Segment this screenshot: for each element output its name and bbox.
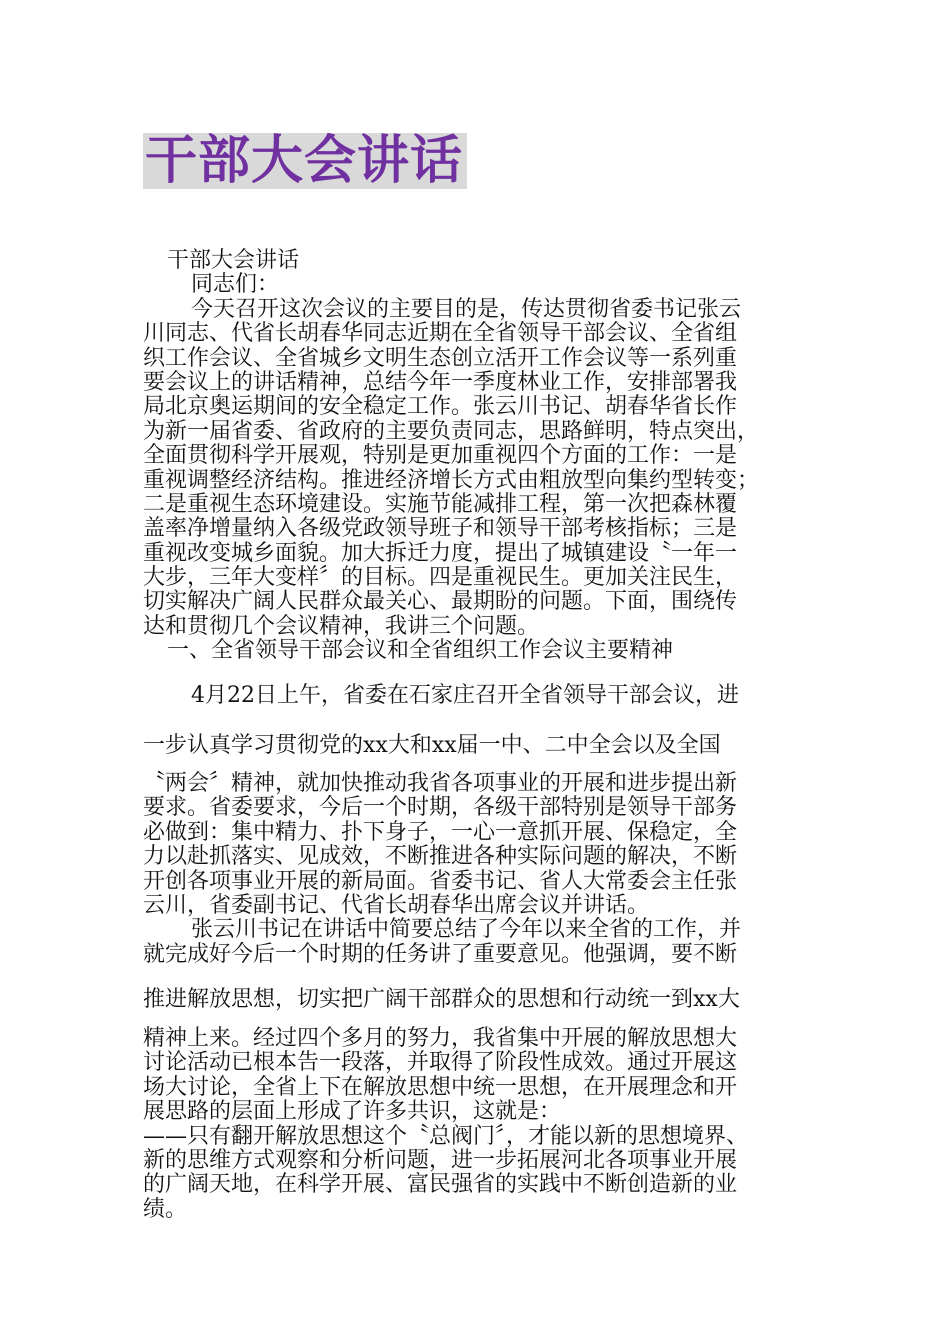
paragraph-line: 达和贯彻几个会议精神，我讲三个问题。 [143,613,540,639]
paragraph-line: 全面贯彻科学开展观，特别是更加重视四个方面的工作：一是 [143,443,738,469]
paragraph-line: 要会议上的讲话精神，总结今年一季度林业工作，安排部署我 [143,369,738,395]
paragraph-line: 一步认真学习贯彻党的xx大和xx届一中、二中全会以及全国 [143,733,721,758]
document-title: 干部大会讲话 [145,131,464,191]
paragraph-line: 精神上来。经过四个多月的努力，我省集中开展的解放思想大 [143,1026,738,1051]
paragraph-line: 大步，三年大变样〞的目标。四是重视民生。更加关注民生， [143,565,738,591]
paragraph-2-start [143,684,823,708]
paragraph-line: 新的思维方式观察和分析问题，进一步拓展河北各项事业开展 [143,1147,738,1173]
paragraph-line: 局北京奥运期间的安全稳定工作。张云川书记、胡春华省长作 [143,394,738,420]
paragraph-line: 要求。省委要求，今后一个时期，各级干部特别是领导干部务 [143,795,738,821]
salutation: 同志们： [191,272,280,298]
paragraph-line: 就完成好今后一个时期的任务讲了重要意见。他强调，要不断 [143,941,738,967]
paragraph-line: 4月22日上午，省委在石家庄召开全省领导干部会议，进 [191,683,739,708]
paragraph-line: 〝两会〞精神，就加快推动我省各项事业的开展和进步提出新 [143,771,738,796]
paragraph-line: 为新一届省委、省政府的主要负责同志，思路鲜明，特点突出， [143,418,760,444]
paragraph-line: 川同志、代省长胡春华同志近期在全省领导干部会议、全省组 [143,321,738,347]
document-body [143,249,823,664]
paragraph-line: 的广阔天地，在科学开展、富民强省的实践中不断创造新的业 [143,1172,738,1198]
paragraph-line: 讨论活动已根本告一段落，并取得了阶段性成效。通过开展这 [143,1050,738,1076]
paragraph-2-continued [143,734,823,758]
paragraph-line: 盖率净增量纳入各级党政领导班子和领导干部考核指标；三是 [143,516,738,542]
paragraph-line: 必做到：集中精力、扑下身子，一心一意抓开展、保稳定，全 [143,819,738,845]
paragraph-line: 切实解决广阔人民群众最关心、最期盼的问题。下面，围绕传 [143,589,738,615]
paragraph-line: 绩。 [143,1196,188,1222]
paragraph-line: 场大讨论，全省上下在解放思想中统一思想，在开展理念和开 [143,1074,738,1100]
paragraph-line: 展思路的层面上形成了许多共识，这就是： [143,1099,562,1125]
paragraph-line: 开创各项事业开展的新局面。省委书记、省人大常委会主任张 [143,868,738,894]
title-highlight [143,133,467,189]
paragraph-line: 重视调整经济结构。推进经济增长方式由粗放型向集约型转变； [143,467,760,493]
subtitle: 干部大会讲话 [167,248,300,273]
paragraph-line: 张云川书记在讲话中简要总结了今年以来全省的工作，并 [191,917,742,943]
paragraph-3-continued [143,988,823,1012]
paragraph-line: ——只有翻开解放思想这个〝总阀门〞，才能以新的思想境界、 [143,1123,749,1149]
paragraph-2-body [143,772,823,967]
paragraph-line: 云川，省委副书记、代省长胡春华出席会议并讲话。 [143,892,650,918]
paragraph-line: 推进解放思想，切实把广阔干部群众的思想和行动统一到xx大 [143,987,740,1012]
paragraph-1 [143,298,823,639]
paragraph-line: 织工作会议、全省城乡文明生态创立活开工作会议等一系列重 [143,345,738,371]
paragraph-3-body [143,1027,823,1222]
section-heading-1: 一、全省领导干部会议和全省组织工作会议主要精神 [167,638,674,664]
paragraph-line: 今天召开这次会议的主要目的是，传达贯彻省委书记张云 [191,296,742,322]
paragraph-line: 力以赴抓落实、见成效，不断推进各种实际问题的解决，不断 [143,844,738,870]
paragraph-line: 重视改变城乡面貌。加大拆迁力度，提出了城镇建设〝一年一 [143,540,738,566]
paragraph-line: 二是重视生态环境建设。实施节能减排工程，第一次把森林覆 [143,491,738,517]
